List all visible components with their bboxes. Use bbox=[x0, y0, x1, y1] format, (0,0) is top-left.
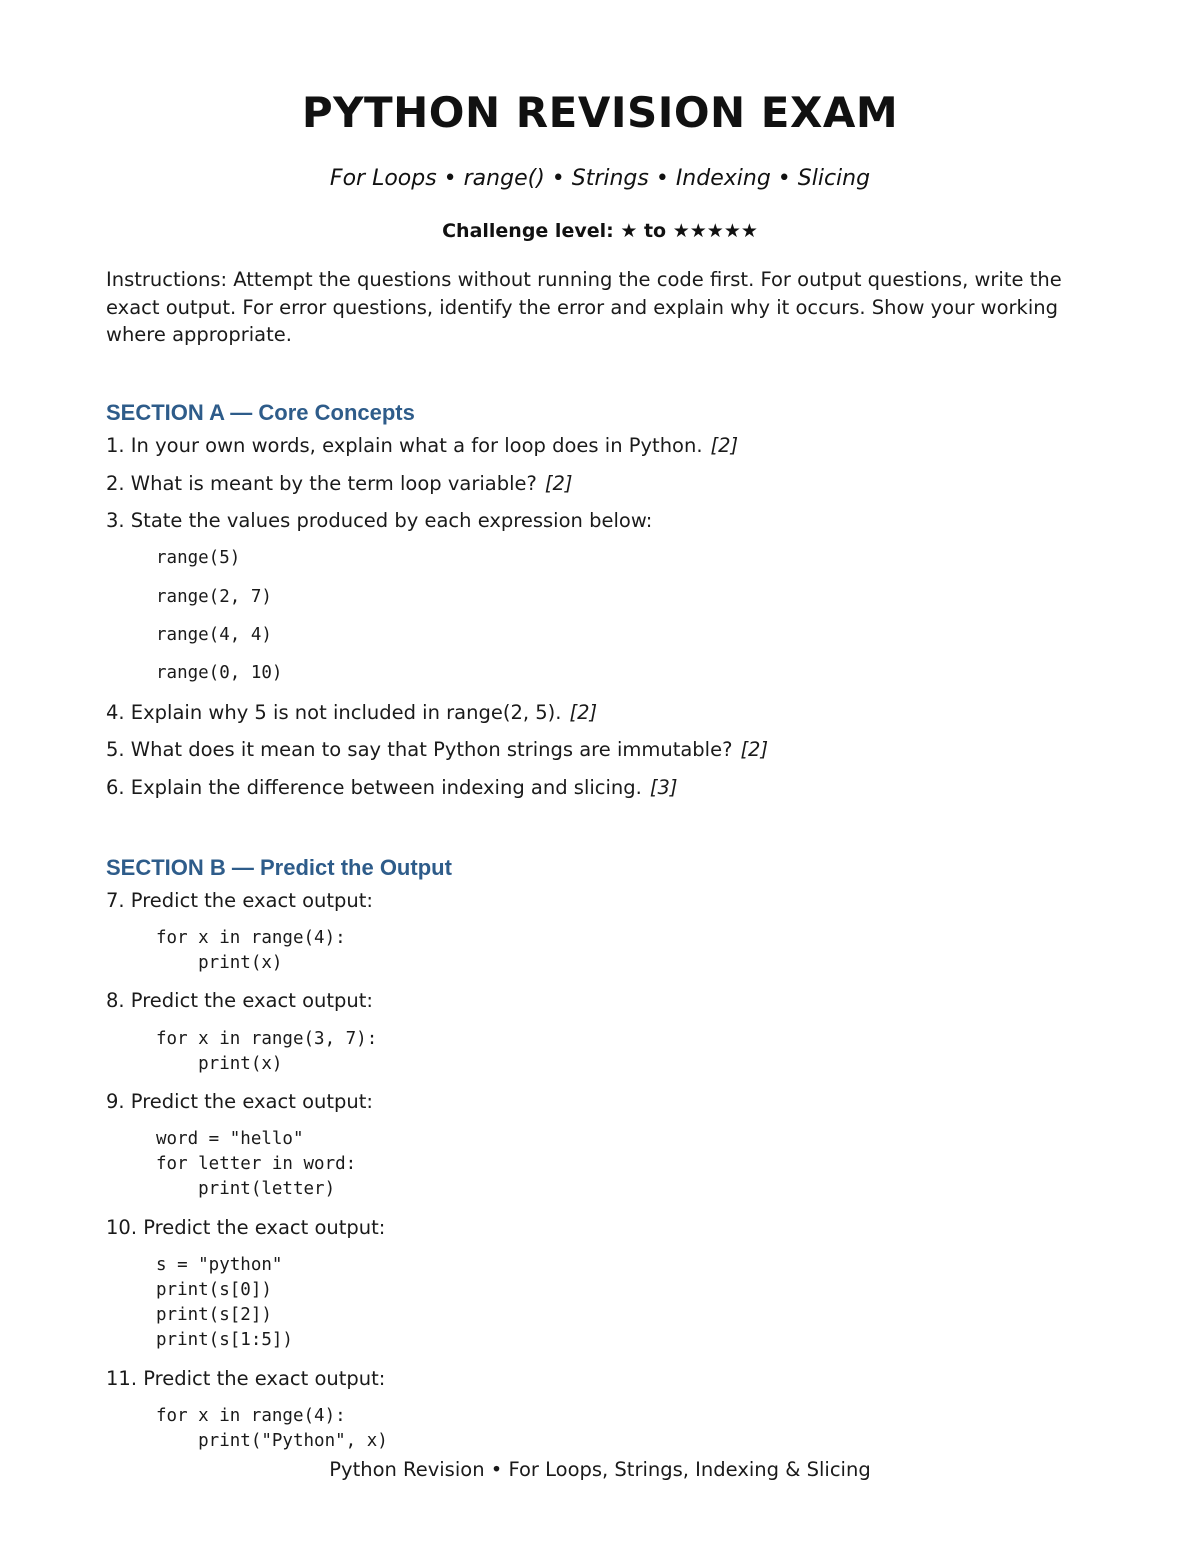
challenge-level: Challenge level: ★ to ★★★★★ bbox=[442, 220, 758, 242]
page-footer: Python Revision • For Loops, Strings, Indexing & Slicing bbox=[329, 1458, 871, 1481]
question-marks: [2] bbox=[569, 701, 598, 724]
question-text: 5. What does it mean to say that Python strings are immutable? bbox=[106, 738, 733, 761]
range-expression: range(0, 10) bbox=[156, 663, 283, 683]
question-text: 3. State the values produced by each expression below: bbox=[106, 509, 653, 532]
page-title: PYTHON REVISION EXAM bbox=[301, 88, 899, 137]
question-marks: [2] bbox=[710, 434, 739, 457]
code-block: s = "python" print(s[0]) print(s[2]) print(s[1:5]) bbox=[156, 1255, 293, 1350]
question-5 bbox=[106, 738, 768, 761]
section-b-heading: SECTION B — Predict the Output bbox=[106, 855, 452, 880]
page-subtitle: For Loops • range() • Strings • Indexing • Slicing bbox=[329, 166, 871, 191]
range-expression: range(5) bbox=[156, 548, 241, 568]
question-text: 4. Explain why 5 is not included in range(2, 5). bbox=[106, 701, 562, 724]
question-1 bbox=[106, 434, 738, 457]
question-marks: [3] bbox=[649, 776, 678, 799]
question-6 bbox=[106, 776, 677, 799]
question-8 bbox=[106, 989, 373, 1012]
range-expression: range(4, 4) bbox=[156, 625, 272, 645]
question-text: 1. In your own words, explain what a for loop does in Python. bbox=[106, 434, 703, 457]
question-11 bbox=[106, 1367, 385, 1390]
question-7 bbox=[106, 889, 373, 912]
question-4 bbox=[106, 701, 597, 724]
code-block: for x in range(3, 7): print(x) bbox=[156, 1029, 378, 1074]
question-text: 2. What is meant by the term loop variable? bbox=[106, 472, 537, 495]
question-9 bbox=[106, 1090, 373, 1113]
code-block: for x in range(4): print(x) bbox=[156, 928, 346, 973]
question-text: 6. Explain the difference between indexing and slicing. bbox=[106, 776, 642, 799]
instructions-paragraph: Instructions: Attempt the questions without running the code first. For output questions, write the exact output. For error questions, identify the error and explain why it occurs. Show your working where appropriate. bbox=[106, 268, 1062, 346]
question-text: 10. Predict the exact output: bbox=[106, 1216, 386, 1239]
question-marks: [2] bbox=[740, 738, 769, 761]
section-a-heading: SECTION A — Core Concepts bbox=[106, 400, 415, 425]
question-10 bbox=[106, 1216, 385, 1239]
code-block: for x in range(4): print("Python", x) bbox=[156, 1406, 388, 1451]
question-text: 11. Predict the exact output: bbox=[106, 1367, 386, 1390]
question-3 bbox=[106, 509, 652, 532]
question-marks: [2] bbox=[544, 472, 573, 495]
question-text: 9. Predict the exact output: bbox=[106, 1090, 373, 1113]
range-expression: range(2, 7) bbox=[156, 587, 272, 607]
question-text: 8. Predict the exact output: bbox=[106, 989, 373, 1012]
question-2 bbox=[106, 472, 572, 495]
question-text: 7. Predict the exact output: bbox=[106, 889, 373, 912]
code-block: word = "hello" for letter in word: print(letter) bbox=[156, 1129, 357, 1199]
